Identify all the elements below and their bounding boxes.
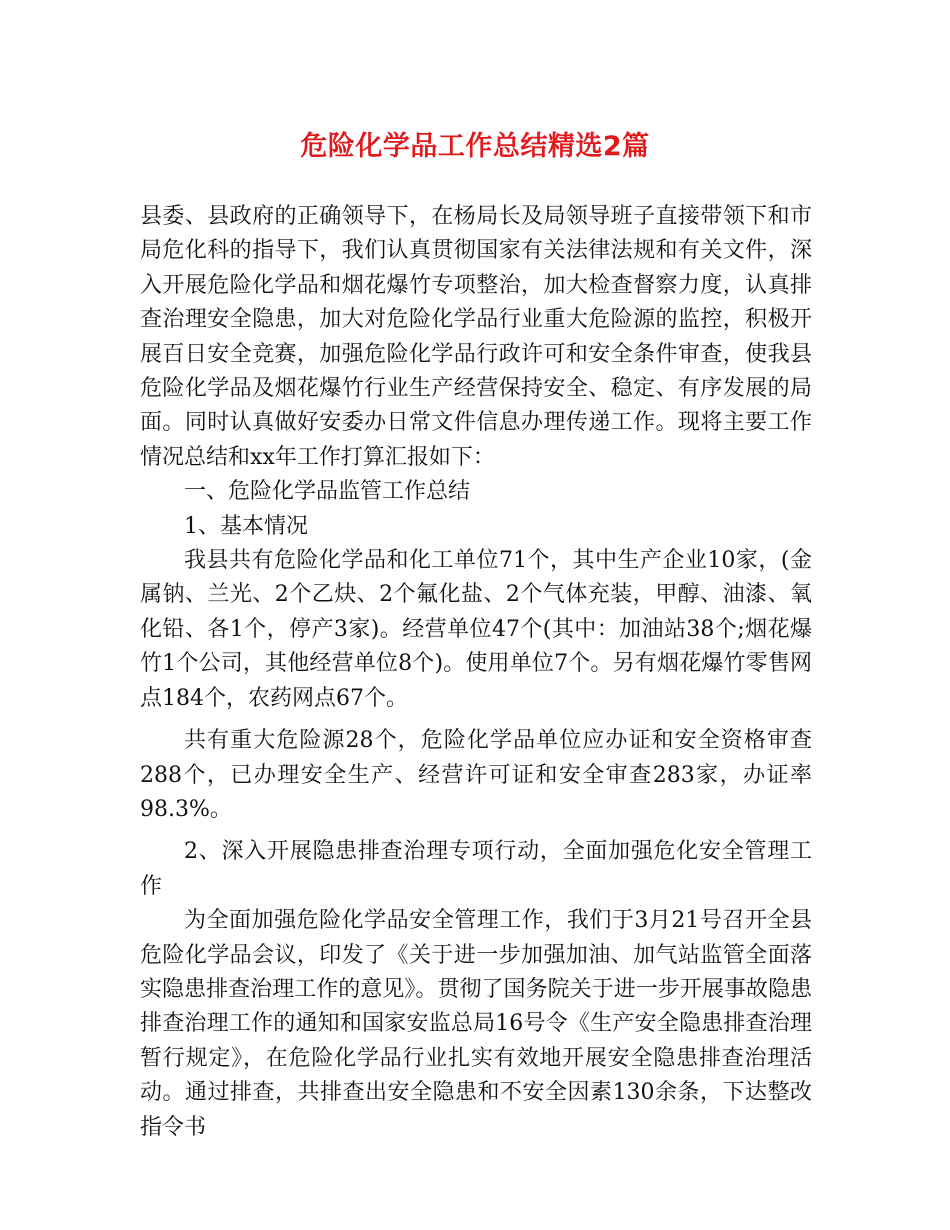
subsection-heading-1: 1、基本情况 bbox=[184, 513, 308, 539]
paragraph-hazard-sources: 共有重大危险源28个，危险化学品单位应办证和安全资格审查288个，已办理安全生产、经营许可证和安全审查283家，办证率98.3%。 bbox=[140, 728, 812, 822]
paragraph-inspection: 为全面加强危险化学品安全管理工作，我们于3月21号召开全县危险化学品会议，印发了《关于进一步加强加油、加气站监管全面落实隐患排查治理工作的意见》。贯彻了国务院关于进一步开展事故隐患排查治理工作的通知和国家安监总局16号令《生产安全隐患排查治理暂行规定》，在危险化学品行业扎实有效地开展安全隐患排查治理活动。通过排查，共排查出安全隐患和不安全因素130余条，下达整改指令书 bbox=[140, 908, 812, 1140]
section-heading-1: 一、危险化学品监管工作总结 bbox=[184, 479, 471, 505]
document-title: 危险化学品工作总结精选2篇 bbox=[300, 131, 650, 162]
subsection-heading-2: 2、深入开展隐患排查治理专项行动，全面加强危化安全管理工作 bbox=[140, 839, 812, 899]
paragraph-basic-info: 我县共有危险化学品和化工单位71个，其中生产企业10家，(金属钠、兰光、2个乙炔、2个氟化盐、2个气体充装，甲醇、油漆、氧化铅、各1个，停产3家)。经营单位47个(其中：加油站38个;烟花爆竹1个公司，其他经营单位8个)。使用单位7个。另有烟花爆竹零售网点184个，农药网点67个。 bbox=[140, 548, 812, 711]
document-body bbox=[140, 200, 812, 1145]
paragraph-intro: 县委、县政府的正确领导下，在杨局长及局领导班子直接带领下和市局危化科的指导下，我们认真贯彻国家有关法律法规和有关文件，深入开展危险化学品和烟花爆竹专项整治，加大检查督察力度，认真排查治理安全隐患，加大对危险化学品行业重大危险源的监控，积极开展百日安全竞赛，加强危险化学品行政许可和安全条件审查，使我县危险化学品及烟花爆竹行业生产经营保持安全、稳定、有序发展的局面。同时认真做好安委办日常文件信息办理传递工作。现将主要工作情况总结和xx年工作打算汇报如下： bbox=[140, 204, 812, 470]
